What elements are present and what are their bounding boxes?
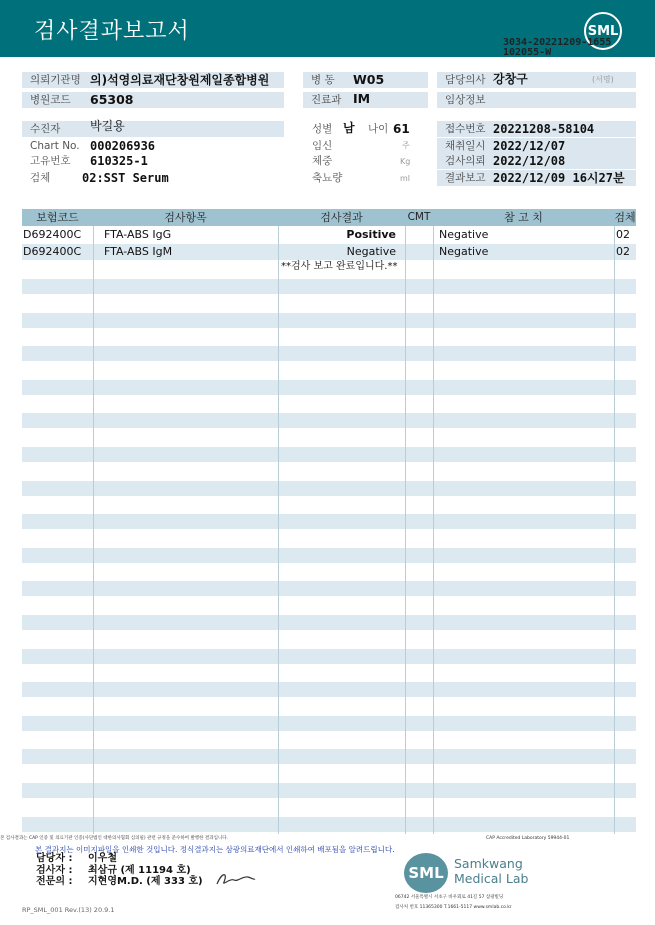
row-code: D692400C	[23, 245, 82, 258]
column-divider	[433, 209, 434, 834]
patient-value: 박길용	[90, 119, 125, 133]
row-specimen: 02	[616, 245, 630, 258]
row-specimen: 02	[616, 228, 630, 241]
report-date-label: 결과보고	[437, 170, 636, 186]
table-header	[22, 209, 636, 226]
table-stripe	[22, 581, 636, 596]
results-table	[22, 209, 636, 834]
examiner-line: 검사자 : 최삼규 (제 11194 호)	[36, 865, 191, 876]
age-value: 61	[393, 122, 410, 136]
row-reference: Negative	[439, 245, 489, 258]
ward-value: W05	[353, 72, 385, 87]
sml-brand-logo-icon: SML	[404, 853, 448, 893]
table-stripe	[22, 649, 636, 664]
doctor-sign: (서명)	[592, 75, 614, 84]
hospital-code-value: 65308	[90, 92, 134, 107]
completion-note: **검사 보고 완료입니다.**	[281, 261, 398, 272]
column-divider	[278, 209, 279, 834]
collect-date-label: 채취일시	[437, 138, 636, 154]
column-divider	[405, 209, 406, 834]
header-insurance-code: 보험코드	[36, 211, 79, 224]
table-stripe	[22, 682, 636, 697]
table-stripe	[22, 514, 636, 529]
table-stripe	[22, 548, 636, 563]
table-stripe	[22, 279, 636, 294]
chart-no-value: 000206936	[90, 139, 156, 153]
signature-icon	[214, 868, 256, 888]
lab-contact: 검사처 번호 11365300 T.1661-5117 www.smlab.co.kr	[395, 905, 512, 910]
institution-label: 의뢰기관명	[22, 72, 284, 88]
doctor-label: 담당의사	[437, 72, 636, 88]
institution-value: 의)석영의료재단창원제일종합병원	[90, 73, 270, 87]
dept-label: 진료과	[303, 92, 428, 108]
table-row	[22, 227, 636, 243]
patient-label: 수진자	[22, 121, 284, 137]
weight-unit: Kg	[400, 157, 411, 166]
table-stripe	[22, 481, 636, 496]
table-stripe	[22, 783, 636, 798]
table-stripe	[22, 447, 636, 462]
urine-unit: ml	[400, 174, 411, 183]
row-code: D692400C	[23, 228, 82, 241]
clinical-info-label: 임상정보	[437, 92, 636, 108]
header-result: 검사결과	[320, 211, 363, 224]
dept-value: IM	[353, 91, 371, 106]
pregnancy-unit: 주	[402, 141, 410, 150]
sex-label: 성별	[312, 123, 333, 135]
table-row	[22, 244, 636, 260]
table-stripe	[22, 749, 636, 764]
disclaimer-text: 본 검사결과는 CAP 인증 및 의료기관 인증(사단법인 대한의사협회 심의필) 관련 규정을 준수하여 발행한 결과입니다.	[0, 836, 229, 841]
id-number-value: 610325-1	[90, 154, 148, 168]
row-result: Positive	[346, 228, 396, 241]
header-specimen: 검체	[614, 211, 636, 224]
specialist-line: 전문의 : 지현영M.D. (제 333 호)	[36, 876, 203, 887]
table-stripe	[22, 716, 636, 731]
report-date-value: 2022/12/09 16시27분	[493, 171, 625, 185]
urine-label: 축뇨량	[312, 172, 343, 184]
receipt-value: 20221208-58104	[493, 122, 595, 136]
chart-no-label: Chart No.	[30, 140, 80, 152]
row-item: FTA-ABS IgG	[104, 228, 172, 241]
doctor-value: 강창구	[493, 72, 528, 86]
request-date-value: 2022/12/08	[493, 154, 566, 168]
pregnancy-label: 임신	[312, 140, 333, 152]
table-stripe	[22, 313, 636, 328]
column-divider	[614, 209, 615, 834]
request-number: 3034-20221209-1655 102055-W	[503, 37, 612, 58]
table-stripe	[22, 817, 636, 832]
header-cmt: CMT	[407, 211, 431, 223]
hospital-code-label: 병원코드	[22, 92, 284, 108]
image-notice: 본 결과지는 이미지파일을 인쇄한 것입니다. 정식결과지는 삼광의료재단에서 인쇄하여 배포됨을 알려드립니다.	[35, 845, 395, 854]
report-title: 검사결과보고서	[34, 19, 190, 44]
sex-value: 남	[343, 121, 355, 135]
reporter-line: 담당자 : 이우철	[36, 853, 117, 864]
ward-label: 병 동	[303, 72, 428, 88]
brand-name: Samkwang Medical Lab	[454, 856, 529, 886]
header-reference: 참 고 치	[504, 211, 543, 224]
id-number-label: 고유번호	[30, 155, 71, 167]
sml-logo-icon: SML	[584, 12, 622, 50]
request-date-label: 검사의뢰	[437, 153, 636, 169]
table-stripe	[22, 346, 636, 361]
table-stripe	[22, 615, 636, 630]
form-code: RP_SML_001 Rev.(13) 20.9.1	[22, 906, 115, 914]
receipt-label: 접수번호	[437, 121, 636, 137]
header-test-item: 검사항목	[164, 211, 207, 224]
table-stripe	[22, 380, 636, 395]
table-stripe	[22, 413, 636, 428]
age-label: 나이	[368, 123, 389, 135]
specimen-value: 02:SST Serum	[82, 171, 169, 185]
row-result: Negative	[346, 245, 396, 258]
row-item: FTA-ABS IgM	[104, 245, 173, 258]
weight-label: 체중	[312, 155, 333, 167]
collect-date-value: 2022/12/07	[493, 139, 566, 153]
lab-address: 06742 서울특별시 서초구 바우뫼로 41길 57 삼광빌딩	[395, 895, 504, 900]
cap-accreditation: CAP Accredited Laboratory 59944-01	[486, 836, 570, 841]
specimen-label: 검체	[30, 172, 51, 184]
column-divider	[93, 209, 94, 834]
row-reference: Negative	[439, 228, 489, 241]
completion-note-row	[22, 259, 636, 275]
